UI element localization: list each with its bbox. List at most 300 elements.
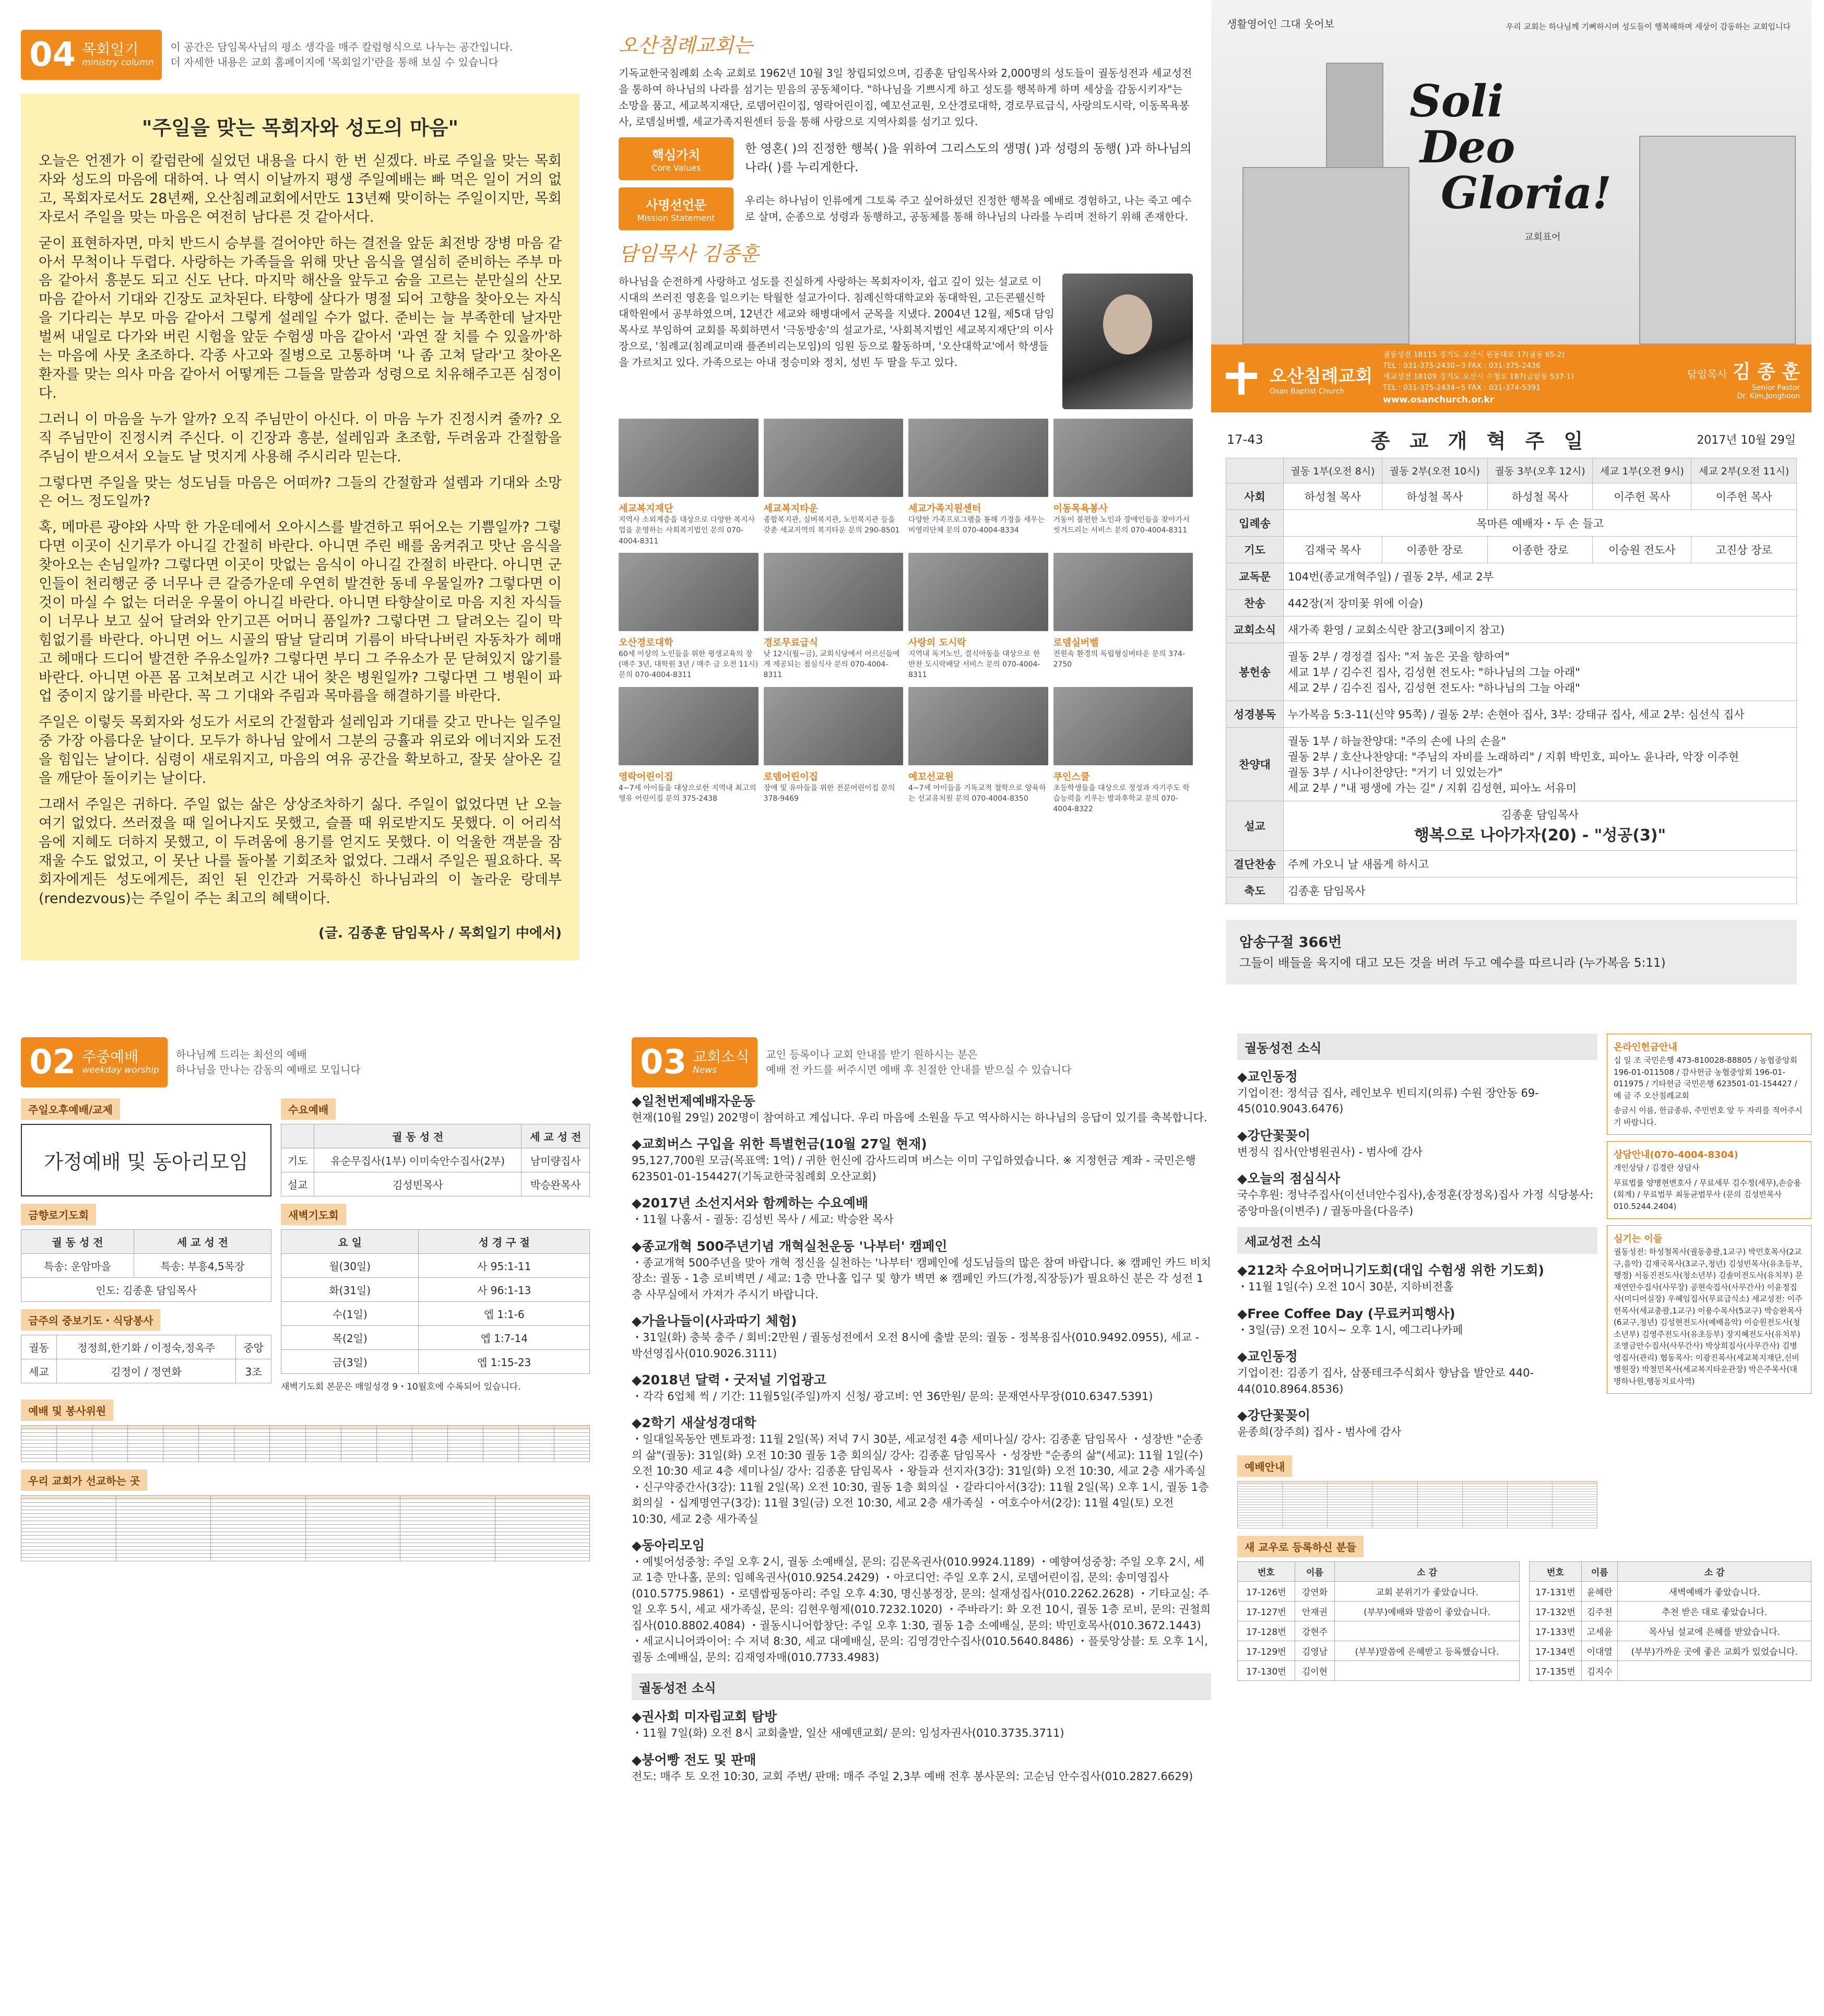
- gwondong-news-list-2: [1237, 1066, 1597, 1219]
- service-cell: [21, 1429, 57, 1433]
- mission-row: [21, 1536, 590, 1539]
- news-item-title: ◆종교개혁 500주년기념 개혁실천운동 '나부터' 캠페인: [632, 1238, 947, 1254]
- dawn-row: [281, 1302, 590, 1326]
- mission-cell: [400, 1528, 495, 1532]
- service-cell: [376, 1458, 412, 1462]
- schedule-cell: [1328, 1526, 1372, 1528]
- service-cell: [447, 1444, 483, 1448]
- mission-cell: [495, 1543, 590, 1547]
- service-cell: [163, 1429, 199, 1433]
- service-cell: [270, 1448, 305, 1451]
- mission-cell: [305, 1550, 400, 1554]
- news-item-body: ・종교개혁 500주년을 맞아 개혁 정신을 실천하는 '나부터' 캠페인에 성도님들의 많은 참여 바랍니다. ※ 캠페인 카드 비치 장소: 궐동 - 1층 로비벽면 / 세교: 1층 만나홀 입구 및 향가 벽면 ※ 캠페인 카드(가정,직장등)가 필요하신 분은 각 성전 1층 사무실에서 가져가 주시기 바랍니다.: [632, 1256, 1211, 1301]
- mission-cell: [305, 1558, 400, 1561]
- section-label-ko: 교회소식: [693, 1048, 750, 1066]
- sunday-afternoon-box: 가정예배 및 동아리모임: [21, 1124, 271, 1196]
- service-cell: [128, 1451, 163, 1455]
- worship-row-label: 축도: [1226, 877, 1284, 904]
- reg-cell: 강연화: [1295, 1582, 1334, 1602]
- weekday-left-col: [21, 1091, 271, 1392]
- mission-cell: [21, 1539, 116, 1543]
- ministry-desc: 종합복지관, 실버복지관, 노인복지관 등을 갖춘 세교지역의 복지타운 문의 290-8501: [763, 516, 900, 535]
- service-cell: [92, 1448, 128, 1451]
- wed-row: [281, 1172, 590, 1196]
- mission-cell: [116, 1507, 211, 1510]
- online-offering-text: 십 일 조 국민은행 473-810028-88805 / 농협중앙회 196-01-011508 / 감사헌금 농협중앙회 196-01-011975 / 기타헌금 국민은행 623501-01-154427 / 예 금 주 오산침례교회: [1614, 1056, 1797, 1100]
- news-item: [1237, 1125, 1597, 1160]
- mission-cell: [211, 1525, 306, 1528]
- reg-cell: (부부)가까운 곳에 좋은 교회가 있었습니다.: [1618, 1641, 1811, 1661]
- news-item: [632, 1535, 1211, 1665]
- news-item-body: 기업이전: 정석금 집사, 레인보우 빈티지(의류) 수원 장안동 69-45(010.9043.6476): [1237, 1087, 1539, 1116]
- news-item-title: ◆2학기 새살성경대학: [632, 1415, 756, 1431]
- news-item-title: ◆오늘의 점심식사: [1237, 1171, 1340, 1187]
- service-cell: [128, 1455, 163, 1458]
- news-item-title: ◆권사회 미자립교회 탐방: [632, 1709, 777, 1725]
- news-item: [632, 1236, 1211, 1302]
- senior-pastor-label: 담임목사: [1687, 367, 1727, 381]
- dawn-row: [281, 1278, 590, 1302]
- online-offering-note: 송금시 이름, 헌금종류, 주민번호 앞 두 자리를 적어주시기 바랍니다.: [1614, 1106, 1803, 1127]
- service-cell: [518, 1433, 554, 1437]
- news-item-title: ◆붕어빵 전도 및 판매: [632, 1752, 756, 1768]
- section-label-ko: 주중예배: [82, 1048, 139, 1066]
- worship-line: 442장(저 장미꽃 위에 이슬): [1288, 597, 1424, 610]
- ministry-card: [764, 687, 904, 815]
- reg-cell: 17-135번: [1530, 1661, 1582, 1681]
- ministry-title: 세교가족지원센터: [908, 503, 981, 514]
- service-cell: [92, 1437, 128, 1440]
- mission-cell: [400, 1517, 495, 1521]
- schedule-cell: [1417, 1526, 1462, 1528]
- wed-header-row: [281, 1124, 590, 1148]
- wed-cell-gwondong: 유순무집사(1부) 이미숙안수집사(2부): [314, 1148, 522, 1172]
- service-cell: [412, 1458, 447, 1462]
- news-item: [632, 1193, 1211, 1227]
- motto-line-1: Soli: [1410, 75, 1504, 127]
- worship-cell: 이종한 장로: [1382, 537, 1487, 563]
- friday-cell-2: 특송: 부흥4,5목장: [134, 1254, 271, 1278]
- news-item: [632, 1413, 1211, 1527]
- ministry-card: [1053, 553, 1193, 681]
- weekday-header: [21, 1034, 590, 1091]
- reg-cell: 17-132번: [1530, 1602, 1582, 1621]
- mission-cell: [495, 1496, 590, 1499]
- ministry-card: [908, 419, 1048, 547]
- service-cell: [128, 1426, 163, 1429]
- mission-cell: [305, 1521, 400, 1525]
- service-cell: [554, 1444, 589, 1448]
- service-cell: [483, 1455, 518, 1458]
- ministry-card: [764, 419, 904, 547]
- reg-cell: 김이현: [1295, 1661, 1334, 1681]
- worship-line: 목마른 예배자・두 손 들고: [1476, 517, 1604, 530]
- dawn-col-header: 성 경 구 절: [419, 1230, 590, 1254]
- news-item: [1237, 1066, 1597, 1117]
- pastor-bio-text: 하나님을 순전하게 사랑하고 성도를 진실하게 사랑하는 목회자이자, 쉽고 깊이 있는 설교로 이 시대의 쓰러진 영혼을 일으키는 탁월한 설교가이다. 침례신학대학교와 동대학원, 고든콘웰신학대학원에서 공부하였으며, 12년간 세교와 해병대에서 군목을 지냈다. 2004년 12월, 제5대 담임목사로 부임하여 교회를 목회하면서 '극동방송'의 설교가로, '사회복지법인 세교복지재단'의 이사장으로, '침례교(침례교미래 플존비리는모임)의 임원 등으로 활동하며, '오산대학교'에서 학생들을 가르치고 있다. 가족으로는 아내 정승미와 정치, 성빈 두 딸을 두고 있다.: [619, 275, 1055, 369]
- service-cell: [21, 1448, 57, 1451]
- mission-sites-table: [21, 1495, 590, 1561]
- mission-cell: [305, 1496, 400, 1499]
- weekday-top-grid: [21, 1091, 590, 1392]
- senior-pastor-name: 김 종 훈: [1732, 361, 1800, 383]
- mission-cell: [400, 1539, 495, 1543]
- counseling-subtitle: 개인상담 / 김경란 상담사: [1614, 1163, 1700, 1172]
- news-item: [1237, 1303, 1597, 1338]
- mission-cell: [400, 1547, 495, 1550]
- ministry-photo: [908, 419, 1048, 497]
- service-cell: [199, 1458, 234, 1462]
- church-logo-icon: [1223, 360, 1259, 397]
- mission-label: [619, 187, 733, 230]
- worship-row: [1226, 483, 1797, 510]
- news-right-col: [1237, 1034, 1597, 1528]
- service-cell: [234, 1448, 270, 1451]
- mission-cell: [495, 1507, 590, 1510]
- mission-row: [619, 187, 1193, 230]
- ministry-photo: [1053, 553, 1193, 631]
- service-cell: [234, 1429, 270, 1433]
- service-cell: [341, 1458, 376, 1462]
- worship-cell: 김재국 목사: [1284, 537, 1382, 563]
- worship-cell-wide: [1284, 701, 1797, 728]
- reg-col-header: 번호: [1530, 1562, 1582, 1582]
- reg-cell: 17-126번: [1238, 1582, 1295, 1602]
- dawn-cell: 수(1일): [281, 1302, 419, 1326]
- mission-cell: [400, 1521, 495, 1525]
- service-cell: [270, 1444, 305, 1448]
- reg-cell: 목사님 설교에 은혜를 받았습니다.: [1618, 1621, 1811, 1641]
- dawn-cell: 엡 1:7-14: [419, 1326, 590, 1350]
- section-label-en: ministry column: [82, 57, 154, 68]
- worship-row: [1226, 851, 1797, 877]
- senior-pastor-en-title: Senior Pastor: [1751, 383, 1800, 392]
- news-item-title: ◆동아리모임: [632, 1538, 705, 1553]
- news-item-body: ・예빛어성중창: 주일 오후 2시, 궐동 소예배실, 문의: 김문옥권사(010.9924.1189) ・예향여성중창: 주일 오후 2시, 세교 1층 만나홀, 문의: 임혜옥권사(010.9254.2429) ・아코디언: 주일 오후 2시, 로뎀어린이집, 문의: 송미영집사(010.5775.9861) ・로뎀쌉핑동아리: 주일 오후 4:30, 명신봉정장, 문의: 설재성집사(010.2262.2628) ・기타교실: 주일 오후 5시, 세교 새가족실, 문의: 김현우형제(010.7232.1020) ・주바라기: 화 오전 10시, 궐동 1층 로비, 문의: 권철희집사(010.8802.4084) ・궐동시니어합창단: 주일 오후 1:30, 궐동 1층 소예배실, 문의: 박민호목사(010.3672.1443) ・세교시니어콰이어: 수 저녁 8:30, 세교 대예배실, 문의: 김영경안수집사(010.5640.8486) ・플룻앙상블: 토 오후 1시, 궐동 소예배실, 문의: 김재영자매(010.7733.4983): [632, 1556, 1211, 1664]
- core-label-en: Core Values: [651, 163, 701, 173]
- worship-row-label: 교독문: [1226, 563, 1284, 590]
- news-item-title: ◆강단꽃꽂이: [1237, 1128, 1310, 1143]
- worship-cell: 하성철 목사: [1284, 483, 1382, 510]
- service-cell: [518, 1458, 554, 1462]
- news-item-body: ・11월 나훔서 - 궐동: 김성빈 목사 / 세교: 박승완 목사: [632, 1213, 894, 1226]
- new-members-split: [1237, 1561, 1811, 1681]
- service-cell: [305, 1440, 341, 1444]
- worship-cell-wide: [1284, 877, 1797, 904]
- news-header: [632, 1034, 1211, 1091]
- service-cell: [270, 1429, 305, 1433]
- service-cell: [518, 1451, 554, 1455]
- service-cell: [518, 1437, 554, 1440]
- section-number: 04: [29, 35, 76, 74]
- mission-cell: [21, 1499, 116, 1503]
- worship-date: 2017년 10월 29일: [1697, 434, 1796, 447]
- mission-cell: [495, 1532, 590, 1536]
- mission-cell: [211, 1558, 306, 1561]
- mission-cell: [305, 1503, 400, 1507]
- service-row: [21, 1426, 590, 1429]
- intercession-cell: 궐동: [21, 1335, 57, 1359]
- mission-cell: [21, 1525, 116, 1528]
- service-cell: [163, 1451, 199, 1455]
- service-cell: [376, 1448, 412, 1451]
- mission-cell: [116, 1503, 211, 1507]
- service-cell: [92, 1440, 128, 1444]
- wednesday-table: [281, 1124, 590, 1196]
- desc-line-1: 이 공간은 담임목사님의 평소 생각을 매주 칼럼형식으로 나누는 공간입니다.: [170, 41, 513, 53]
- reg-header-row: [1238, 1562, 1520, 1582]
- intercession-cell: 김정이 / 정연화: [56, 1359, 235, 1383]
- mission-cell: [116, 1517, 211, 1521]
- section-label-ko: 목회일기: [82, 41, 139, 58]
- dawn-cell: 엡 1:15-23: [419, 1350, 590, 1374]
- mission-cell: [495, 1499, 590, 1503]
- church-url: www.osanchurch.or.kr: [1383, 395, 1495, 406]
- dawn-cell: 목(2일): [281, 1326, 419, 1350]
- gwondong-news-list: [632, 1706, 1211, 1784]
- schedule-cell: [1283, 1526, 1328, 1528]
- intro-text: 기독교한국침례회 소속 교회로 1962년 10월 3일 창립되었으며, 김종훈 담임목사와 2,000명의 성도들이 궐동성전과 세교성전을 통하여 하나님의 나라를 섬기는 믿음의 공동체이다. "하나님을 기쁘시게 하고 성도를 행복하게 하며 세상을 감동시키자"는 소망을 품고, 세교복지재단, 로뎀어린이집, 영락어린이집, 예꼬선교원, 오산경로대학, 경로무료급식, 사랑의도시락, 이동목욕봉사, 로뎀실버벨, 세교가족지원센터 등을 통해 사랑으로 지역사회를 섬기고 있다.: [619, 67, 1192, 128]
- mission-cell: [305, 1554, 400, 1558]
- service-cell: [305, 1455, 341, 1458]
- church-info-band: [1211, 345, 1811, 412]
- reg-header-row: [1530, 1562, 1811, 1582]
- ministry-photo: [619, 419, 759, 497]
- ministry-desc: 거동이 불편한 노인과 장애인들을 찾아가서 씻겨드리는 서비스 문의 070-4004-8311: [1053, 516, 1190, 535]
- news-item-body: ・일대일목동안 멘토과정: 11월 2일(목) 저녁 7시 30분, 세교성전 4층 세미나실/ 강사: 김종훈 담임목사 ・성장반 "순종의 삶"(궐동): 31일(화) 오전 10:30 궐동 1층 회의실/ 강사: 김종훈 담임목사 ・성장반 "순종의 삶"(세교): 11월 1일(수) 오전 10:30 세교 4층 세미나실/ 강사: 김종훈 담임목사 ・왕들과 선지자(3강): 31일(화) 오전 10:30, 세교 2층 새가족실 ・신구약중간사(3강): 11월 2일(목) 오전 10:30, 궐동 1층 회의실 ・갈라디아서(3강): 11월 2일(목) 오후 1시, 궐동 1층 회의실 ・십계명연구(3강): 11월 3일(금) 오전 10:30, 세교 2층 새가족실 ・여호수아서(2강): 11월 4일(토) 오전 10:30, 세교 2층 새가족실: [632, 1433, 1209, 1525]
- mission-cell: [305, 1536, 400, 1539]
- service-cell: [341, 1455, 376, 1458]
- service-cell: [92, 1429, 128, 1433]
- mission-cell: [116, 1532, 211, 1536]
- service-cell: [199, 1426, 234, 1429]
- memory-verse-text: 그들이 배들을 육지에 대고 모든 것을 버려 두고 예수를 따르니라 (누가복음 5:11): [1239, 956, 1666, 970]
- mission-cell: [116, 1510, 211, 1514]
- worship-cell: 이승원 전도사: [1593, 537, 1691, 563]
- church-address: [1383, 350, 1676, 407]
- church-name-ko: 오산침례교회: [1270, 365, 1373, 387]
- news-item-body: 현재(10월 29일) 202명이 참여하고 계십니다. 우리 마음에 소원을 두고 역사하시는 하나님의 응답이 있기를 축복합니다.: [632, 1111, 1207, 1124]
- reg-cell: 김주천: [1581, 1602, 1617, 1621]
- worship-row: [1226, 643, 1797, 701]
- service-cell: [57, 1433, 92, 1437]
- mission-cell: [116, 1514, 211, 1517]
- reg-row: [1530, 1621, 1811, 1641]
- intercession-cell: 중앙: [236, 1335, 271, 1359]
- mission-row: [21, 1507, 590, 1510]
- service-cell: [412, 1426, 447, 1429]
- service-row: [21, 1433, 590, 1437]
- ministry-title: 경로무료급식: [763, 637, 818, 648]
- worship-row: [1226, 563, 1797, 590]
- cover-page: [1211, 0, 1811, 970]
- mission-cell: [495, 1550, 590, 1554]
- mission-cell: [305, 1532, 400, 1536]
- wed-row: [281, 1148, 590, 1172]
- news-item-title: ◆212차 수요어머니기도회(대입 수험생 위한 기도회): [1237, 1263, 1544, 1278]
- service-cell: [518, 1426, 554, 1429]
- mission-cell: [305, 1517, 400, 1521]
- worship-cell: 이종한 장로: [1487, 537, 1593, 563]
- service-cell: [57, 1429, 92, 1433]
- dawn-row: [281, 1326, 590, 1350]
- news-item-body: 변정식 집사(안병원권사) - 범사에 감사: [1237, 1145, 1423, 1158]
- sunday-afternoon-tag: 주일오후예배/교제: [21, 1098, 120, 1120]
- ministry-title: 로뎀실버벨: [1053, 637, 1099, 648]
- section-badge: [21, 1037, 168, 1087]
- reg-cell: [1335, 1621, 1520, 1641]
- pastor-face: [1103, 294, 1152, 354]
- service-cell: [412, 1451, 447, 1455]
- intro-heading: 오산침례교회는: [619, 34, 753, 57]
- mission-cell: [116, 1528, 211, 1532]
- ministry-desc: 장애 및 유아들을 위한 전문어린이집 문의 378-9469: [763, 784, 895, 803]
- dawn-cell: 월(30일): [281, 1254, 419, 1278]
- wed-row-label: 기도: [281, 1148, 314, 1172]
- worship-line: 104번(종교개혁주일) / 궐동 2부, 세교 2부: [1288, 571, 1494, 583]
- mission-cell: [305, 1543, 400, 1547]
- worship-row-label: 결단찬송: [1226, 851, 1284, 877]
- service-cell: [92, 1433, 128, 1437]
- ministry-card: [1053, 419, 1193, 547]
- service-cell: [92, 1458, 128, 1462]
- dawn-row: [281, 1350, 590, 1374]
- worship-header: [1211, 412, 1811, 458]
- ministry-card: [908, 553, 1048, 681]
- mission-row: [21, 1543, 590, 1547]
- news-item-body: ・3일(금) 오전 10시~ 오후 1시, 예그리나카페: [1237, 1323, 1463, 1336]
- reg-col-header: 이름: [1581, 1562, 1617, 1582]
- service-cell: [518, 1455, 554, 1458]
- ministry-photo: [619, 553, 759, 631]
- mission-label-en: Mission Statement: [637, 213, 715, 223]
- motto-line-2: Deo: [1420, 121, 1515, 173]
- reg-cell: 17-131번: [1530, 1582, 1582, 1602]
- service-cell: [21, 1455, 57, 1458]
- reg-cell: 17-134번: [1530, 1641, 1582, 1661]
- service-cell: [412, 1444, 447, 1448]
- reg-cell: 고세윤: [1581, 1621, 1617, 1641]
- wednesday-tag: 수요예배: [281, 1098, 336, 1120]
- mission-cell: [400, 1514, 495, 1517]
- mission-cell: [116, 1525, 211, 1528]
- mission-row: [21, 1514, 590, 1517]
- worship-cell-wide: [1284, 851, 1797, 877]
- worship-row: [1226, 537, 1797, 563]
- mission-cell: [211, 1543, 306, 1547]
- news-item: [632, 1750, 1211, 1784]
- service-cell: [199, 1440, 234, 1444]
- worship-title: 종 교 개 혁 주 일: [1370, 430, 1590, 453]
- cover-corner-text: 우리 교회는 하나님께 기뻐하시며 성도들이 행복해하며 세상이 감동하는 교회입니다: [1506, 22, 1791, 31]
- core-values-label: [619, 137, 733, 180]
- mission-cell: [211, 1499, 306, 1503]
- worship-row-label: 성경봉독: [1226, 701, 1284, 728]
- wed-cell-segyo: 박승완목사: [522, 1172, 590, 1196]
- ministry-desc: 4~7세 아이들을 대상으로한 지역내 최고의 영유 어린이집 문의 375-2438: [619, 784, 756, 803]
- mission-cell: [211, 1554, 306, 1558]
- worship-row: [1226, 801, 1797, 851]
- service-cell: [376, 1429, 412, 1433]
- service-cell: [305, 1451, 341, 1455]
- mission-cell: [495, 1547, 590, 1550]
- section-description: [766, 1047, 1071, 1077]
- motto-title: [1410, 75, 1612, 219]
- mission-row: [21, 1503, 590, 1507]
- service-cell: [518, 1429, 554, 1433]
- worship-cell-wide: [1284, 616, 1797, 643]
- reg-row: [1530, 1661, 1811, 1681]
- desc-line-1: 교인 등록이나 교회 안내를 받기 원하시는 분은: [766, 1048, 978, 1061]
- news-item-body: 국수후원: 정낙주집사(이선녀안수집사),송정훈(장정옥)집사 가정 식당봉사: 중앙마을(이변주) / 궐동마을(다음주): [1237, 1189, 1594, 1217]
- address-line-2: TEL : 031-375-2430~3 FAX : 031-375-2436: [1383, 362, 1541, 371]
- ministry-grid: [619, 419, 1193, 815]
- worship-row: [1226, 510, 1797, 537]
- worship-cell-wide: [1284, 728, 1797, 801]
- reg-row: [1238, 1582, 1520, 1602]
- reg-cell: (부부)말씀에 은혜받고 등록했습니다.: [1335, 1641, 1520, 1661]
- reg-cell: [1335, 1661, 1520, 1681]
- news-item: [1237, 1168, 1597, 1219]
- service-cell: [57, 1448, 92, 1451]
- worship-row-label: 입례송: [1226, 510, 1284, 537]
- worship-line: 세교 1부 / 김수진 집사, 김성현 전도사: "하나님의 그늘 아래": [1288, 666, 1580, 679]
- service-cell: [21, 1437, 57, 1440]
- segyo-news-list: [1237, 1260, 1597, 1440]
- service-cell: [483, 1444, 518, 1448]
- order-of-worship-table: [1226, 458, 1797, 904]
- reg-col-header: 소 감: [1618, 1562, 1811, 1582]
- service-cell: [234, 1458, 270, 1462]
- news-item-title: ◆강단꽃꽂이: [1237, 1407, 1310, 1423]
- desc-line-1: 하나님께 드리는 최선의 예배: [175, 1048, 307, 1061]
- service-cell: [128, 1448, 163, 1451]
- worship-cell: 이주헌 목사: [1691, 483, 1797, 510]
- ministry-title: 로뎀어린이집: [763, 771, 818, 782]
- worship-line: 궐동 2부 / 경정결 집사: "저 높은 곳을 향하여": [1288, 650, 1510, 663]
- worship-cell-wide: [1284, 590, 1797, 616]
- mission-cell: [495, 1525, 590, 1528]
- reg-cell: 강현주: [1295, 1621, 1334, 1641]
- ministry-card: [619, 553, 759, 681]
- service-cell: [305, 1429, 341, 1433]
- worship-line: 궐동 2부 / 호산나찬양대: "주님의 자비를 노래하리" / 지휘 박민호, 피아노 윤나라, 악장 이주현: [1288, 751, 1739, 763]
- online-offering-box: [1607, 1034, 1811, 1135]
- mission-cell: [400, 1503, 495, 1507]
- reg-row: [1238, 1641, 1520, 1661]
- service-cell: [128, 1437, 163, 1440]
- worship-cell-wide: [1284, 643, 1797, 701]
- wed-col-header: 세 교 성 전: [522, 1124, 590, 1148]
- mission-cell: [21, 1550, 116, 1554]
- cover-art: [1211, 0, 1811, 345]
- worship-row: [1226, 616, 1797, 643]
- mission-cell: [116, 1554, 211, 1558]
- mission-cell: [495, 1539, 590, 1543]
- service-row: [21, 1444, 590, 1448]
- mission-cell: [400, 1554, 495, 1558]
- reg-cell: 추천 받은 대로 좋았습니다.: [1618, 1602, 1811, 1621]
- service-cell: [199, 1448, 234, 1451]
- dawn-prayer-table: [281, 1229, 590, 1374]
- mission-row: [21, 1499, 590, 1503]
- mission-cell: [400, 1496, 495, 1499]
- core-values-row: [619, 137, 1193, 180]
- ministry-card: [908, 687, 1048, 815]
- news-sidebar-split: [1237, 1034, 1811, 1528]
- service-cell: [341, 1440, 376, 1444]
- staff-title: 심기는 이들: [1614, 1234, 1663, 1244]
